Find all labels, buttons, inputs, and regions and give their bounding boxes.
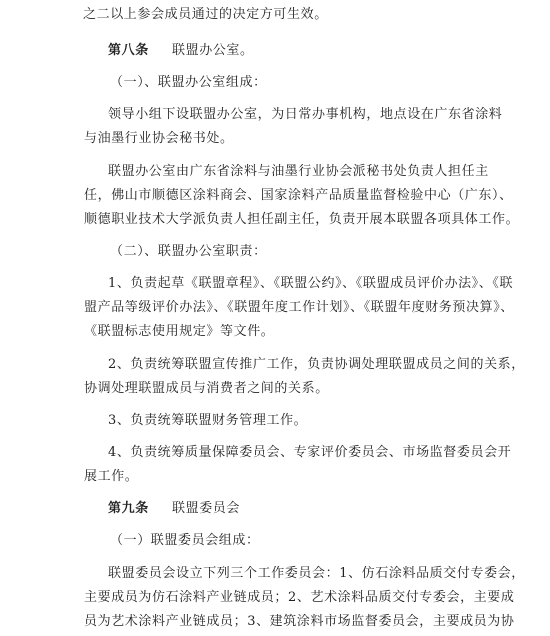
paragraph-line: 顺德职业技术大学派负责人担任副主任，负责开展本联盟各项具体工作。	[84, 212, 520, 227]
paragraph-line: 2、负责统筹联盟宣传推广工作，负责协调处理联盟成员之间的关系，	[108, 357, 525, 372]
article-heading-title: 联盟委员会	[172, 501, 241, 516]
paragraph-line: 领导小组下设联盟办公室，为日常办事机构，地点设在广东省涂料	[108, 107, 503, 122]
paragraph-line: 4、负责统筹质量保障委员会、专家评价委员会、市场监督委员会开	[108, 445, 512, 460]
paragraph-line: 联盟办公室由广东省涂料与油墨行业协会派秘书处负责人担任主	[108, 164, 489, 179]
section-heading: （一）、联盟办公室组成：	[110, 75, 267, 90]
article-heading-number: 第九条	[108, 501, 149, 516]
paragraph-line: 展工作。	[84, 469, 139, 484]
section-heading: （一）联盟委员会组成：	[110, 533, 260, 548]
section-heading: （二）、联盟办公室职责：	[110, 244, 267, 259]
paragraph-line: 1、负责起草《联盟章程》、《联盟公约》、《联盟成员评价办法》、《联	[108, 276, 514, 291]
paragraph-line: 任，佛山市顺德区涂料商会、国家涂料产品质量监督检验中心（广东）、	[84, 188, 513, 203]
paragraph-line: 主要成员为仿石涂料产业链成员；2、艺术涂料品质交付专委会，主要成	[84, 590, 515, 605]
paragraph-line: 《联盟标志使用规定》等文件。	[84, 324, 275, 339]
paragraph-line: 员为艺术涂料产业链成员；3、建筑涂料市场监督委员会，主要成员为协	[84, 614, 515, 629]
paragraph-line: 之二以上参会成员通过的决定方可生效。	[83, 7, 328, 22]
article-heading-title: 联盟办公室。	[172, 43, 254, 58]
paragraph-line: 3、负责统筹联盟财务管理工作。	[108, 413, 308, 428]
paragraph-line: 盟产品等级评价办法》、《联盟年度工作计划》、《联盟年度财务预决算》、	[84, 300, 514, 315]
article-heading-number: 第八条	[108, 43, 149, 58]
paragraph-line: 联盟委员会设立下列三个工作委员会：1、仿石涂料品质交付专委会，	[108, 566, 525, 581]
paragraph-line: 协调处理联盟成员与消费者之间的关系。	[84, 381, 329, 396]
paragraph-line: 与油墨行业协会秘书处。	[84, 131, 234, 146]
